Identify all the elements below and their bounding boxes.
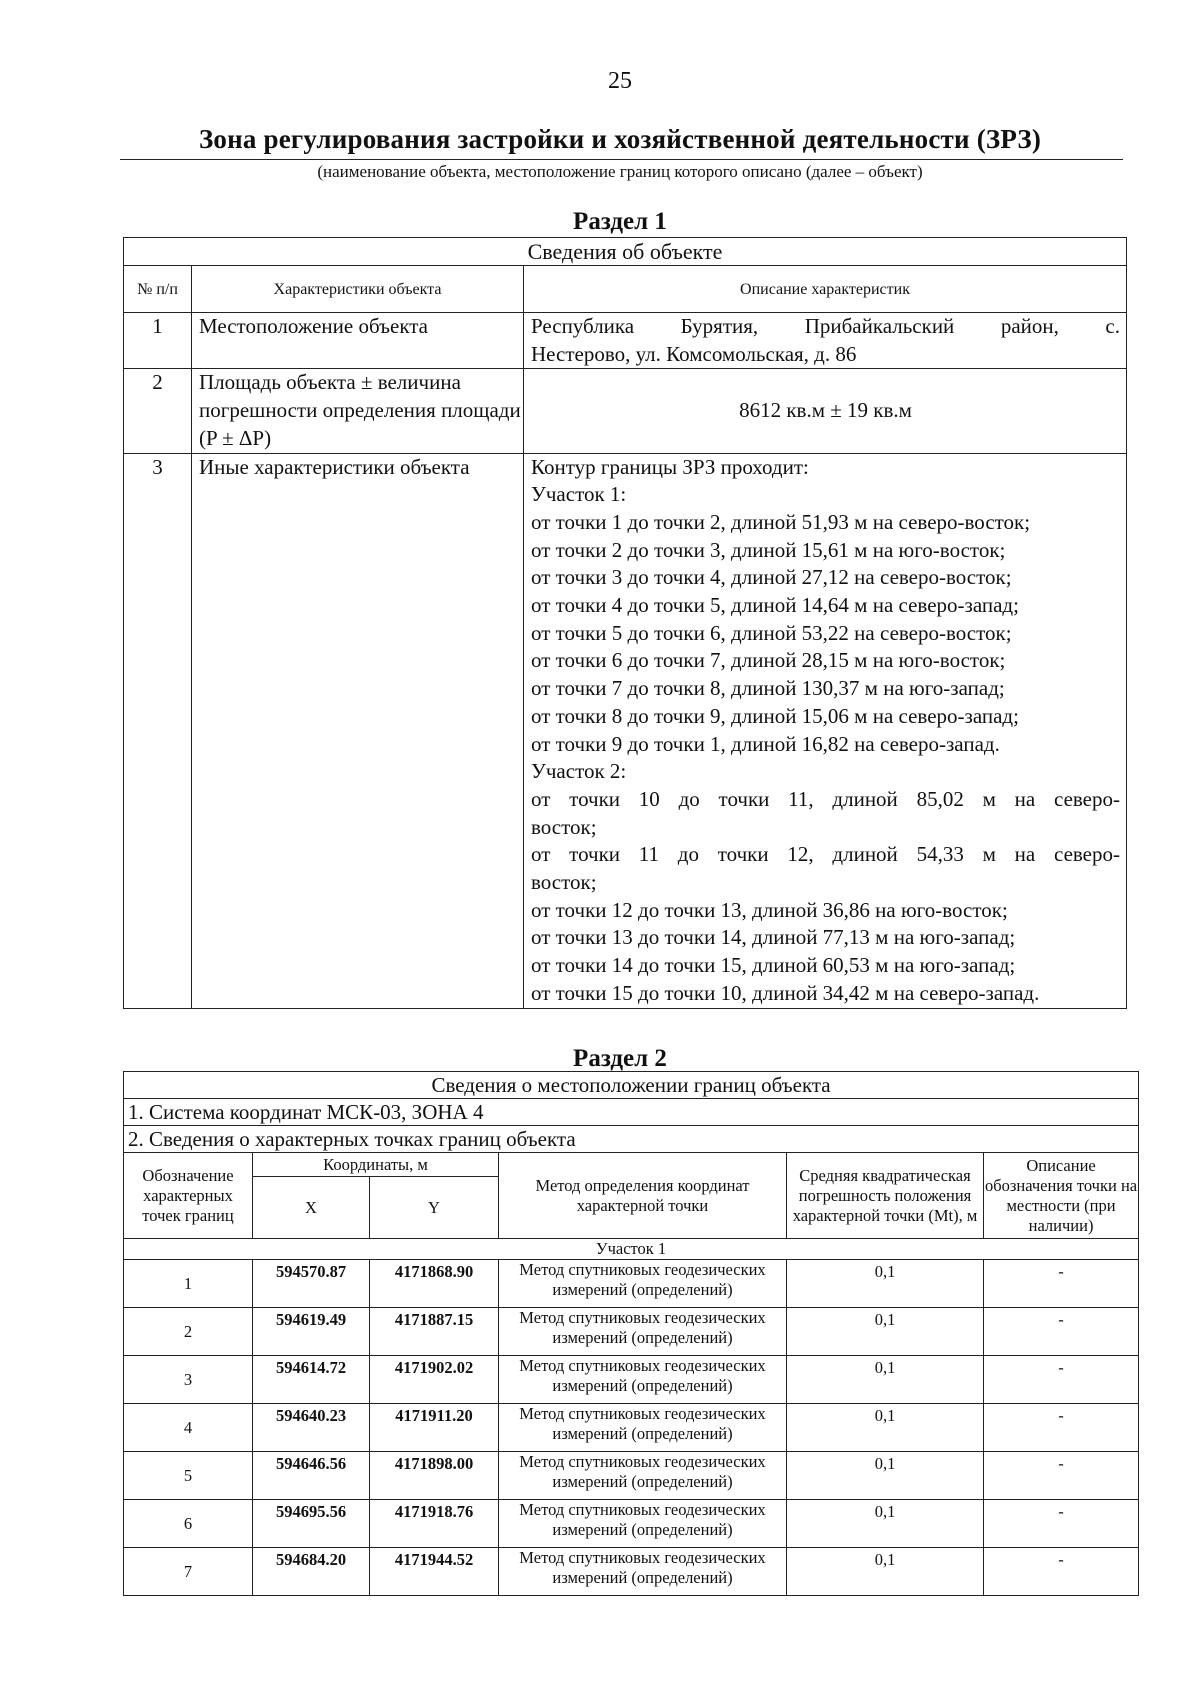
point-description: - (984, 1452, 1139, 1500)
point-method: Метод спутниковых геодезических измерений (определений) (499, 1260, 787, 1308)
table2-caption: Сведения о местоположении границ объекта (124, 1072, 1139, 1099)
row-label: Площадь объекта ± величина погрешности определения площади (P ± ΔP) (192, 369, 524, 453)
desc-line: восток; (531, 814, 597, 839)
desc-line: от точки 5 до точки 6, длиной 53,22 на северо-восток; (531, 620, 1012, 645)
point-method: Метод спутниковых геодезических измерений (определений) (499, 1500, 787, 1548)
desc-line: от точки 8 до точки 9, длиной 15,06 м на северо-запад; (531, 703, 1019, 728)
table-row (124, 313, 1127, 369)
point-mt: 0,1 (787, 1260, 984, 1308)
point-number: 4 (124, 1404, 253, 1452)
desc-line: Участок 2: (531, 759, 627, 784)
point-x: 594646.56 (253, 1452, 370, 1500)
desc-line: от точки 2 до точки 3, длиной 15,61 м на юго-восток; (531, 537, 1006, 562)
point-number: 2 (124, 1308, 253, 1356)
col-header-method: Метод определения координат характерной точки (499, 1153, 787, 1239)
row-description: 8612 кв.м ± 19 кв.м (524, 369, 1127, 453)
point-x: 594640.23 (253, 1404, 370, 1452)
section2-heading: Раздел 2 (573, 1045, 667, 1072)
point-description: - (984, 1500, 1139, 1548)
table-row (124, 453, 1127, 1008)
row-description (524, 313, 1127, 369)
table-row (124, 1404, 1139, 1452)
document-subtitle: (наименование объекта, местоположение границ которого описано (далее – объект) (317, 162, 923, 181)
point-method: Метод спутниковых геодезических измерений (определений) (499, 1356, 787, 1404)
row-label: Местоположение объекта (192, 313, 524, 369)
desc-line: от точки 13 до точки 14, длиной 77,13 м на юго-запад; (531, 925, 1016, 950)
point-description: - (984, 1308, 1139, 1356)
point-number: 5 (124, 1452, 253, 1500)
desc-line: восток; (531, 870, 597, 895)
table-row (124, 1500, 1139, 1548)
point-x: 594614.72 (253, 1356, 370, 1404)
desc-line: Нестерово, ул. Комсомольская, д. 86 (531, 341, 857, 366)
row-description (524, 453, 1127, 1008)
table-row (124, 1356, 1139, 1404)
table1-caption: Сведения об объекте (124, 238, 1127, 266)
desc-line: от точки 12 до точки 13, длиной 36,86 на юго-восток; (531, 897, 1008, 922)
row-number: 2 (124, 369, 192, 453)
col-header-description: Описание характеристик (524, 266, 1127, 313)
desc-line: от точки 4 до точки 5, длиной 14,64 м на северо-запад; (531, 593, 1019, 618)
desc-line: от точки 15 до точки 10, длиной 34,42 м на северо-запад. (531, 980, 1040, 1005)
col-header-y: Y (370, 1177, 499, 1239)
point-mt: 0,1 (787, 1356, 984, 1404)
point-method: Метод спутниковых геодезических измерений (определений) (499, 1452, 787, 1500)
point-y: 4171918.76 (370, 1500, 499, 1548)
subsection-label: Участок 1 (124, 1239, 1139, 1260)
desc-line: от точки 10 до точки 11, длиной 85,02 м на северо- (531, 786, 1120, 811)
point-x: 594619.49 (253, 1308, 370, 1356)
row-label: Иные характеристики объекта (192, 453, 524, 1008)
desc-line: Контур границы ЗРЗ проходит: (531, 454, 809, 479)
point-y: 4171902.02 (370, 1356, 499, 1404)
point-number: 6 (124, 1500, 253, 1548)
point-x: 594570.87 (253, 1260, 370, 1308)
col-header-characteristics: Характеристики объекта (192, 266, 524, 313)
table-row (124, 1260, 1139, 1308)
col-header-mt: Средняя квадратическая погрешность положения характерной точки (Mt), м (787, 1153, 984, 1239)
title-underline (120, 159, 1123, 160)
table-row (124, 369, 1127, 453)
point-mt: 0,1 (787, 1548, 984, 1596)
col-header-number: № п/п (124, 266, 192, 313)
point-number: 3 (124, 1356, 253, 1404)
page-number: 25 (608, 68, 632, 94)
point-method: Метод спутниковых геодезических измерений (определений) (499, 1404, 787, 1452)
point-description: - (984, 1356, 1139, 1404)
desc-line: от точки 7 до точки 8, длиной 130,37 м на юго-запад; (531, 676, 1005, 701)
boundary-points-table (123, 1071, 1139, 1596)
point-y: 4171911.20 (370, 1404, 499, 1452)
coord-system: 1. Система координат МСК-03, ЗОНА 4 (124, 1099, 1139, 1126)
point-method: Метод спутниковых геодезических измерений (определений) (499, 1548, 787, 1596)
desc-line: Участок 1: (531, 482, 627, 507)
point-description: - (984, 1260, 1139, 1308)
point-y: 4171944.52 (370, 1548, 499, 1596)
point-y: 4171887.15 (370, 1308, 499, 1356)
desc-line: Республика Бурятия, Прибайкальский район, с. (531, 314, 1120, 338)
point-mt: 0,1 (787, 1500, 984, 1548)
col-header-x: X (253, 1177, 370, 1239)
col-header-point-description: Описание обозначения точки на местности (при наличии) (984, 1153, 1139, 1239)
point-mt: 0,1 (787, 1452, 984, 1500)
point-number: 7 (124, 1548, 253, 1596)
point-description: - (984, 1548, 1139, 1596)
point-x: 594695.56 (253, 1500, 370, 1548)
col-header-coordinates: Координаты, м (253, 1153, 499, 1177)
point-y: 4171868.90 (370, 1260, 499, 1308)
document-title: Зона регулирования застройки и хозяйственной деятельности (ЗРЗ) (198, 124, 1042, 154)
point-mt: 0,1 (787, 1404, 984, 1452)
object-info-table (123, 237, 1127, 1009)
table-row (124, 1452, 1139, 1500)
point-mt: 0,1 (787, 1308, 984, 1356)
desc-line: от точки 9 до точки 1, длиной 16,82 на северо-запад. (531, 731, 1000, 756)
row-number: 1 (124, 313, 192, 369)
table-row (124, 1308, 1139, 1356)
point-method: Метод спутниковых геодезических измерений (определений) (499, 1308, 787, 1356)
desc-line: от точки 14 до точки 15, длиной 60,53 м на юго-запад; (531, 953, 1016, 978)
point-y: 4171898.00 (370, 1452, 499, 1500)
desc-line: от точки 3 до точки 4, длиной 27,12 на северо-восток; (531, 565, 1012, 590)
desc-line: от точки 6 до точки 7, длиной 28,15 м на юго-восток; (531, 648, 1006, 673)
col-header-designation: Обозначение характерных точек границ (124, 1153, 253, 1239)
points-heading: 2. Сведения о характерных точках границ объекта (124, 1126, 1139, 1153)
table-row (124, 1548, 1139, 1596)
desc-line: от точки 11 до точки 12, длиной 54,33 м на северо- (531, 842, 1120, 867)
point-description: - (984, 1404, 1139, 1452)
point-number: 1 (124, 1260, 253, 1308)
point-x: 594684.20 (253, 1548, 370, 1596)
section1-heading: Раздел 1 (573, 208, 667, 235)
desc-line: от точки 1 до точки 2, длиной 51,93 м на северо-восток; (531, 509, 1031, 534)
row-number: 3 (124, 453, 192, 1008)
